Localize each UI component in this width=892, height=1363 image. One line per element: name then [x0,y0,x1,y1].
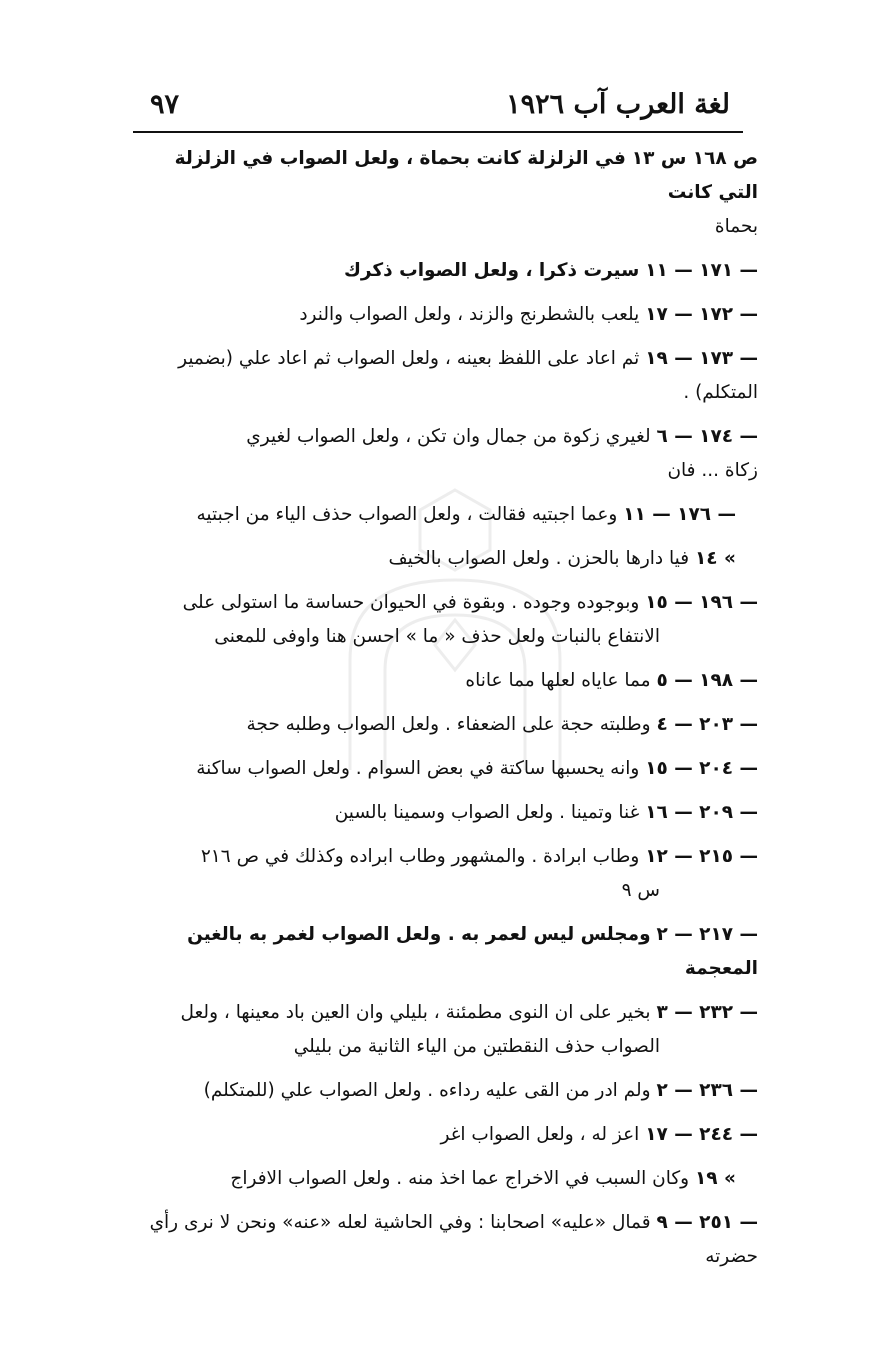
entry-text: يلعب بالشطرنج والزند ، ولعل الصواب والنرد [299,304,640,325]
entry-text: وطلبته حجة على الضعفاء . ولعل الصواب وطلبه حجة [246,714,651,735]
list-item [130,254,758,288]
entry-location: — ١٩٨ — ٥ [656,670,758,691]
list-item [130,298,758,332]
entry-location: — ٢١٧ — ٢ [656,924,758,945]
entry-location: » ١٤ [695,548,736,569]
entry-text: سيرت ذكرا ، ولعل الصواب ذكرك [343,260,640,281]
list-item [130,708,758,742]
entry-text: قمال «عليه» اصحابنا : وفي الحاشية لعله «عنه» ونحن لا نرى رأي [149,1212,651,1233]
entry-location: — ٢١٥ — ١٢ [645,846,758,867]
list-item [130,342,758,410]
entry-text: ولم ادر من القى عليه رداءه . ولعل الصواب علي (للمتكلم) [203,1080,651,1101]
entry-location: — ٢٣٢ — ٣ [656,1002,758,1023]
list-item [130,1118,758,1152]
entry-text: وبوجوده وجوده . وبقوة في الحيوان حساسة ما استولى على [182,592,640,613]
entry-continuation: زكاة ... فان [667,460,758,481]
list-item [130,996,758,1064]
entry-text: مما عاياه لعلها مما عاناه [465,670,651,691]
entry-text: بخير على ان النوى مطمئنة ، بليلي وان العين باد معينها ، ولعل [180,1002,651,1023]
list-item [130,796,758,830]
entry-text: وعما اجبتيه فقالت ، ولعل الصواب حذف الياء من اجبتيه [196,504,618,525]
entry-text: ومجلس ليس لعمر به . ولعل الصواب لغمر به بالغين المعجمة [187,924,758,979]
entry-location: » ١٩ [695,1168,736,1189]
page-header [150,82,730,126]
list-item [130,840,758,908]
entry-location: — ٢٠٤ — ١٥ [645,758,758,779]
list-item [130,1074,758,1108]
list-item [130,752,758,786]
entry-location: — ١٩٦ — ١٥ [645,592,758,613]
entry-text: وانه يحسبها ساكتة في بعض السوام . ولعل الصواب ساكنة [196,758,640,779]
list-item [130,1206,758,1274]
entry-location: — ١٧٣ — ١٩ [645,348,758,369]
entry-location: — ٢٠٩ — ١٦ [645,802,758,823]
entry-location: — ١٧٤ — ٦ [656,426,758,447]
entry-continuation: بحماة [714,216,758,237]
list-item [130,420,758,488]
list-item [130,918,758,986]
errata-list [130,142,758,1284]
entry-text: فيا دارها بالحزن . ولعل الصواب بالخيف [388,548,690,569]
entry-continuation: الصواب حذف النقطتين من الياء الثانية من بليلي [293,1036,660,1057]
list-item [130,1162,758,1196]
page-number: ٩٧ [150,88,180,120]
list-item [130,664,758,698]
running-title: لغة العرب آب ١٩٢٦ [506,88,730,120]
list-item [130,498,758,532]
entry-text: ثم اعاد على اللفظ بعينه ، ولعل الصواب ثم اعاد علي (بضمير [178,348,640,369]
entry-text: اعز له ، ولعل الصواب اغر [440,1124,640,1145]
entry-text: غنا وتمينا . ولعل الصواب وسمينا بالسين [334,802,640,823]
entry-text: لغيري زكوة من جمال وان تكن ، ولعل الصواب لغيري [246,426,651,447]
entry-location: — ١٧٢ — ١٧ [645,304,758,325]
list-item [130,542,758,576]
entry-location: — ١٧١ — ١١ [645,260,758,281]
entry-continuation: س ٩ [621,880,660,901]
entry-text: في الزلزلة كانت بحماة ، ولعل الصواب في الزلزلة التي كانت [174,148,758,203]
entry-location: — ١٧٦ — ١١ [623,504,736,525]
list-item [130,586,758,654]
entry-location: — ٢٠٣ — ٤ [656,714,758,735]
entry-location: — ٢٥١ — ٩ [656,1212,758,1233]
entry-location: — ٢٣٦ — ٢ [656,1080,758,1101]
entry-continuation: حضرته [705,1246,758,1267]
entry-location: ص ١٦٨ س ١٣ [631,148,758,169]
entry-continuation: المتكلم) . [683,382,758,403]
header-rule [133,131,743,133]
list-item [130,142,758,244]
entry-location: — ٢٤٤ — ١٧ [645,1124,758,1145]
entry-text: وطاب ابرادة . والمشهور وطاب ابراده وكذلك في ص ٢١٦ [200,846,640,867]
entry-continuation: الانتفاع بالنبات ولعل حذف « ما » احسن هنا واوفى للمعنى [214,626,660,647]
entry-text: وكان السبب في الاخراج عما اخذ منه . ولعل الصواب الافراج [230,1168,690,1189]
